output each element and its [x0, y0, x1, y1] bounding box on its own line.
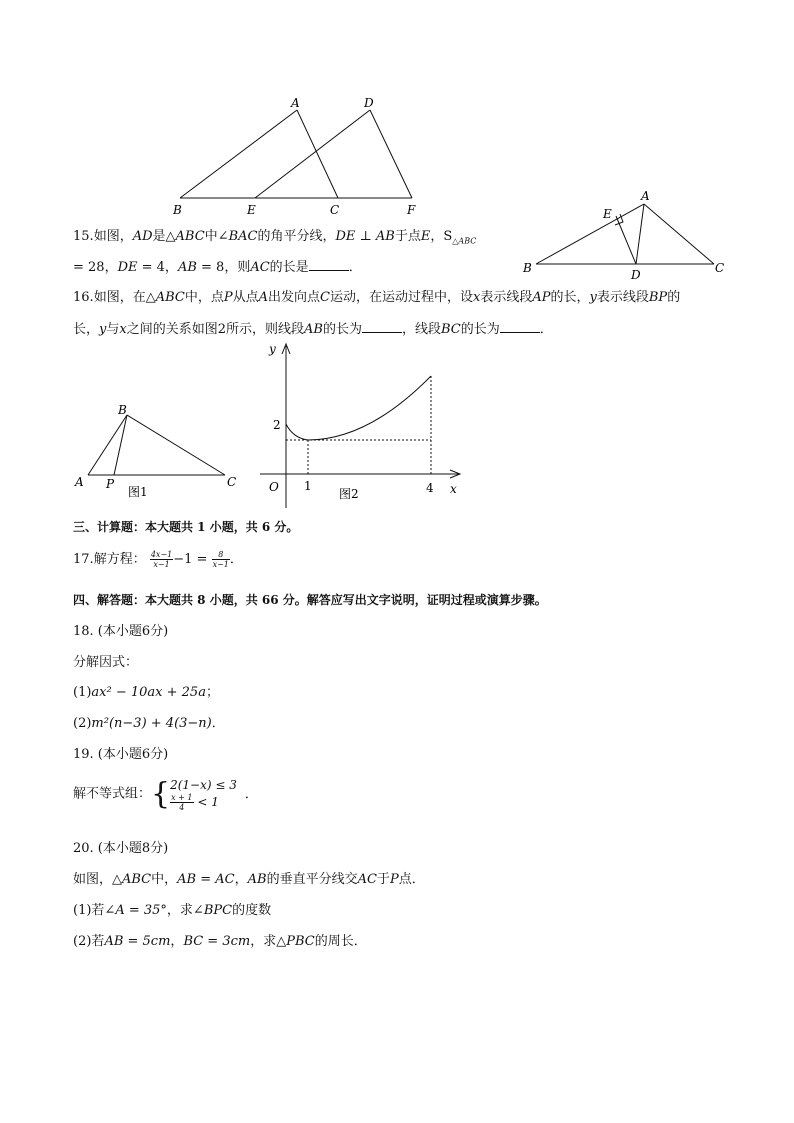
- answer-blank[interactable]: [309, 259, 349, 271]
- q20-title: 20. (本小题8分): [73, 841, 169, 856]
- label-E: E: [247, 203, 256, 217]
- y-axis-label: y: [269, 342, 276, 356]
- q18-part2: (2)m²(n−3) + 4(3−n)．: [73, 716, 225, 731]
- q17: 17.解方程： $\frac{4x-1}{x-1}$ −1 = $\frac{8}{x-1}$ ．: [73, 550, 243, 569]
- figure-caption: 图2: [339, 487, 359, 501]
- label-D: D: [631, 268, 641, 282]
- section-4-title: 四、解答题：本大题共 8 小题，共 66 分。解答应写出文字说明，证明过程或演算步骤。: [73, 593, 547, 607]
- label-F: F: [407, 203, 416, 217]
- label-A: A: [75, 475, 84, 489]
- label-E: E: [603, 207, 612, 221]
- q20-statement: 如图，△ABC中，AB = AC，AB的垂直平分线交AC于P点．: [73, 872, 425, 887]
- q20-part2: (2)若AB = 5cm，BC = 3cm，求△PBC的周长．: [73, 934, 367, 949]
- x-tick-4: 4: [426, 481, 434, 495]
- x-tick-1: 1: [304, 479, 312, 493]
- figure-q15-triangle: [516, 186, 732, 282]
- fraction-2: $\frac{8}{x-1}$: [212, 550, 229, 569]
- origin-label: O: [269, 480, 279, 494]
- label-B: B: [173, 203, 182, 217]
- curve-y-of-x: [286, 376, 431, 440]
- inequality-system: 2(1−x) ≤ 3 $\frac{x + 1}{4}$ < 1: [170, 778, 237, 812]
- figure-caption: 图1: [128, 485, 148, 499]
- label-C: C: [330, 203, 340, 217]
- label-B: B: [523, 261, 532, 275]
- q15-line2: = 28，DE = 4，AB = 8，则AC的长是 ．: [73, 260, 362, 275]
- answer-blank-ab[interactable]: [362, 321, 402, 333]
- section-3-title: 三、计算题：本大题共 1 小题，共 6 分。: [73, 520, 299, 534]
- label-C: C: [227, 475, 237, 489]
- answer-blank-bc[interactable]: [500, 321, 540, 333]
- q16-line2: 长，y与x之间的关系如图2所示，则线段AB的长为 ，线段BC的长为 ．: [73, 322, 553, 337]
- q16-line1: 16.如图，在△ABC中，点P从点A出发向点C运动，在运动过程中，设x表示线段AP的长，y表示线段BP的: [73, 290, 681, 305]
- q18-title: 18. (本小题6分): [73, 624, 169, 639]
- x-axis-label: x: [450, 482, 457, 496]
- label-D: D: [364, 96, 374, 110]
- label-A: A: [641, 189, 650, 203]
- q18-intro: 分解因式：: [73, 655, 139, 670]
- q20-part1: (1)若∠A = 35°，求∠BPC的度数: [73, 903, 272, 918]
- q19-title: 19. (本小题6分): [73, 747, 169, 762]
- label-A: A: [291, 96, 300, 110]
- label-C: C: [715, 261, 725, 275]
- label-B: B: [118, 403, 127, 417]
- label-P: P: [106, 477, 115, 491]
- q19-body: 解不等式组：{ 2(1−x) ≤ 3 $\frac{x + 1}{4}$ < 1 ．: [73, 776, 258, 812]
- y-tick-2: 2: [273, 418, 281, 432]
- fraction-1: $\frac{4x-1}{x-1}$: [150, 550, 173, 569]
- figure-triangles-abc-def: [160, 92, 440, 220]
- figure-q16-graph: [258, 338, 468, 510]
- q15-line1: 15.如图，AD是△ABC中∠BAC的角平分线，DE ⊥ AB于点E，$S_{\triangle ABC}$: [73, 229, 477, 246]
- q18-part1: (1)ax² − 10ax + 25a；: [73, 685, 219, 700]
- figure-q16-triangle: [70, 398, 246, 500]
